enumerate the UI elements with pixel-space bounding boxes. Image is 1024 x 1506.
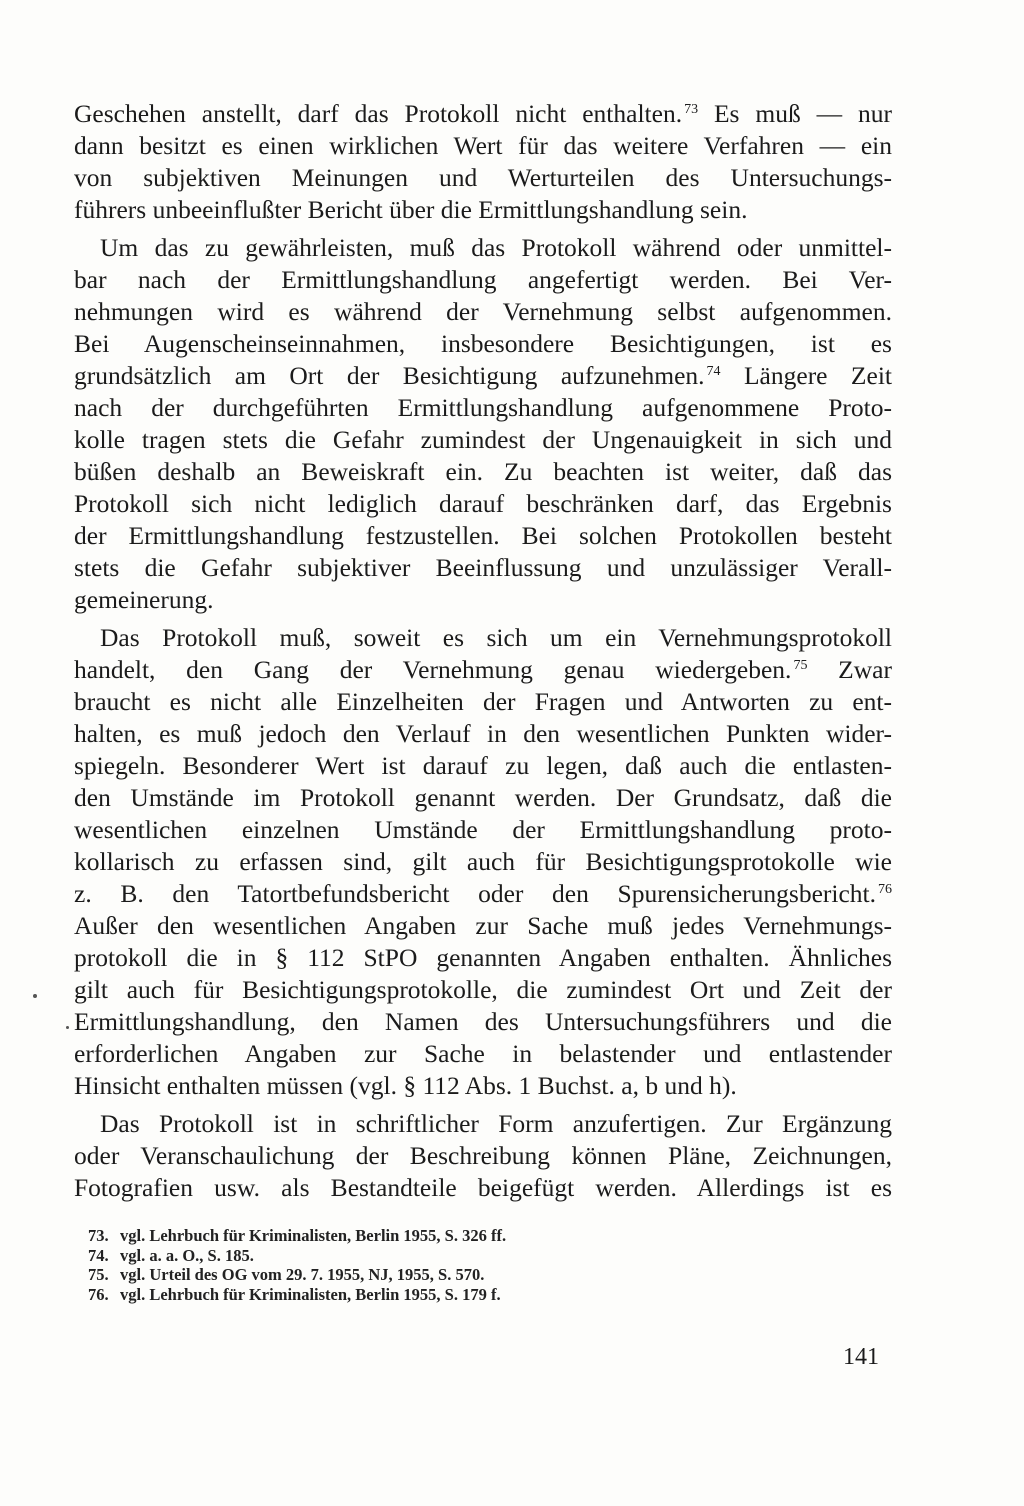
text-fragment: Zwar xyxy=(807,655,892,684)
text-line: bar nach der Ermittlungshandlung angefertigt werden. Bei Ver- xyxy=(74,265,892,294)
text-line: Das Protokoll muß, soweit es sich um ein Vernehmungsprotokoll xyxy=(100,623,892,652)
footnote xyxy=(88,1226,708,1246)
text-line: braucht es nicht alle Einzelheiten der Fragen und Antworten zu ent- xyxy=(74,687,892,716)
text-line: nehmungen wird es während der Vernehmung selbst aufgenommen. xyxy=(74,297,892,326)
text-line: Um das zu gewährleisten, muß das Protokoll während oder unmittel- xyxy=(100,233,892,262)
text-line: den Umstände im Protokoll genannt werden. Der Grundsatz, daß die xyxy=(74,783,892,812)
footnote-text: vgl. Lehrbuch für Kriminalisten, Berlin 1955, S. 179 f. xyxy=(120,1284,501,1304)
text-line: führers unbeeinflußter Bericht über die Ermittlungshandlung sein. xyxy=(74,195,748,224)
text-line: gemeinerung. xyxy=(74,585,214,614)
text-line: Hinsicht enthalten müssen (vgl. § 112 Abs. 1 Buchst. a, b und h). xyxy=(74,1071,737,1100)
paragraph xyxy=(74,1108,892,1204)
text-line: nach der durchgeführten Ermittlungshandlung aufgenommene Proto- xyxy=(74,393,892,422)
footnote-text: vgl. Lehrbuch für Kriminalisten, Berlin 1955, S. 326 ff. xyxy=(120,1226,507,1245)
footnote-text: vgl. Urteil des OG vom 29. 7. 1955, NJ, 1955, S. 570. xyxy=(120,1265,485,1284)
text-line: der Ermittlungshandlung festzustellen. Bei solchen Protokollen besteht xyxy=(74,521,892,550)
text-line: Protokoll sich nicht lediglich darauf beschränken darf, das Ergebnis xyxy=(74,489,892,518)
paragraph xyxy=(74,622,892,1102)
text-line: Das Protokoll ist in schriftlicher Form anzufertigen. Zur Ergänzung xyxy=(100,1109,892,1138)
paragraph xyxy=(74,98,892,226)
text-line: oder Veranschaulichung der Beschreibung können Pläne, Zeichnungen, xyxy=(74,1141,892,1170)
text-line xyxy=(74,360,892,392)
text-line: kollarisch zu erfassen sind, gilt auch für Besichtigungsprotokolle wie xyxy=(74,847,892,876)
text-line: gilt auch für Besichtigungsprotokolle, die zumindest Ort und Zeit der xyxy=(74,975,892,1004)
text-line: Außer den wesentlichen Angaben zur Sache muß jedes Vernehmungs- xyxy=(74,911,892,940)
print-speck xyxy=(33,994,37,998)
text-line xyxy=(74,878,892,910)
text-fragment: handelt, den Gang der Vernehmung genau wiedergeben. xyxy=(74,655,792,684)
text-fragment: Geschehen anstellt, darf das Protokoll nicht enthalten. xyxy=(74,99,683,128)
footnote-number: 75. xyxy=(88,1265,109,1284)
text-line: erforderlichen Angaben zur Sache in belastender und entlastender xyxy=(74,1039,892,1068)
footnote-reference[interactable]: 76 xyxy=(878,881,892,897)
text-fragment: grundsätzlich am Ort der Besichtigung aufzunehmen. xyxy=(74,361,705,390)
body-text xyxy=(74,98,892,1210)
text-line: von subjektiven Meinungen und Werturteilen des Untersuchungs- xyxy=(74,163,892,192)
paragraph xyxy=(74,232,892,616)
text-fragment: Es muß — nur xyxy=(698,99,892,128)
footnote-reference[interactable]: 73 xyxy=(684,101,699,117)
footnote xyxy=(88,1285,708,1305)
footnote-text: vgl. a. a. O., S. 185. xyxy=(120,1245,254,1265)
text-line xyxy=(74,98,892,130)
footnote-number: 73. xyxy=(88,1226,109,1245)
footnote xyxy=(88,1265,708,1285)
footnote-reference[interactable]: 75 xyxy=(793,657,808,673)
text-fragment: Längere Zeit xyxy=(720,361,892,390)
text-line: kolle tragen stets die Gefahr zumindest der Ungenauigkeit in sich und xyxy=(74,425,892,454)
text-line: stets die Gefahr subjektiver Beeinflussung und unzulässiger Verall- xyxy=(74,553,892,582)
text-line: Bei Augenscheinseinnahmen, insbesondere Besichtigungen, ist es xyxy=(74,329,892,358)
text-line xyxy=(74,654,892,686)
print-speck xyxy=(66,1026,69,1029)
page-number: 141 xyxy=(843,1344,879,1370)
text-line: Ermittlungshandlung, den Namen des Untersuchungsführers und die xyxy=(74,1007,892,1036)
footnote xyxy=(88,1246,708,1266)
text-line: protokoll die in § 112 StPO genannten Angaben enthalten. Ähnliches xyxy=(74,943,892,972)
footnotes xyxy=(88,1226,708,1304)
footnote-number: 74. xyxy=(88,1245,109,1265)
footnote-number: 76. xyxy=(88,1284,109,1304)
text-line: büßen deshalb an Beweiskraft ein. Zu beachten ist weiter, daß das xyxy=(74,457,892,486)
text-line: wesentlichen einzelnen Umstände der Ermittlungshandlung proto- xyxy=(74,815,892,844)
text-line: dann besitzt es einen wirklichen Wert für das weitere Verfahren — ein xyxy=(74,131,892,160)
text-line: Fotografien usw. als Bestandteile beigefügt werden. Allerdings ist es xyxy=(74,1173,892,1202)
text-line: halten, es muß jedoch den Verlauf in den wesentlichen Punkten wider- xyxy=(74,719,892,748)
text-line: spiegeln. Besonderer Wert ist darauf zu legen, daß auch die entlasten- xyxy=(74,751,892,780)
footnote-reference[interactable]: 74 xyxy=(706,363,721,379)
text-fragment: z. B. den Tatortbefundsbericht oder den Spurensicherungsbericht. xyxy=(74,879,876,908)
